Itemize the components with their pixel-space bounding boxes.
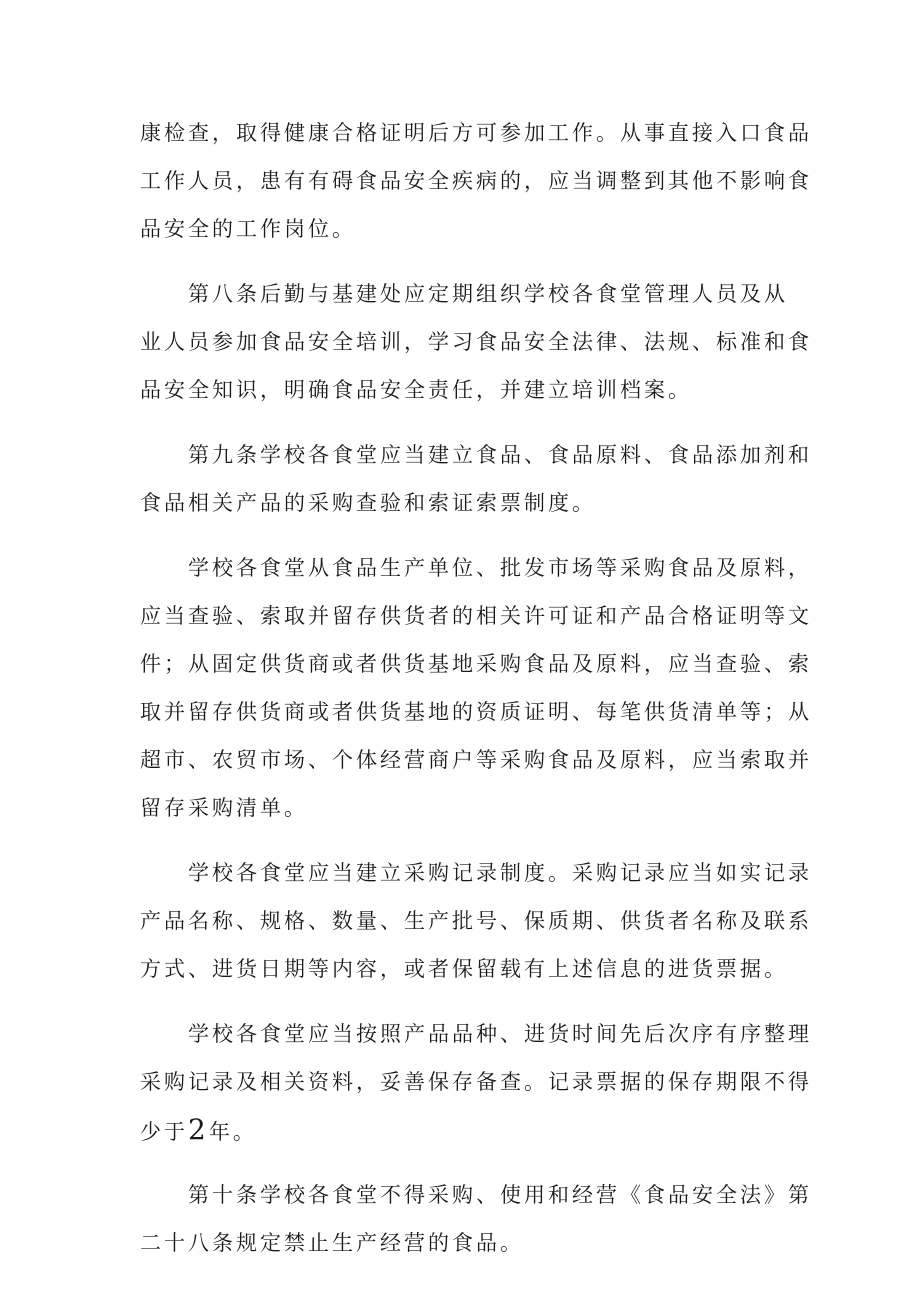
paragraph-purchase-inspection <box>140 544 812 832</box>
text-line: 留存采购清单。 <box>140 796 308 820</box>
retention-suffix: 年。 <box>208 1120 257 1144</box>
text-line: 超市、农贸市场、个体经营商户等采购食品及原料，应当索取并 <box>140 748 812 772</box>
text-line: 康检查，取得健康合格证明后方可参加工作。从事直接入口食品 <box>140 121 812 145</box>
text-line: 应当查验、索取并留存供货者的相关许可证和产品合格证明等文 <box>140 604 812 628</box>
text-line: 取并留存供货商或者供货基地的资质证明、每笔供货清单等；从 <box>140 700 812 724</box>
text-line: 业人员参加食品安全培训，学习食品安全法律、法规、标准和食 <box>140 330 812 354</box>
text-line: 方式、进货日期等内容，或者保留载有上述信息的进货票据。 <box>140 957 788 981</box>
retention-prefix: 少于 <box>140 1120 188 1144</box>
paragraph-purchase-records <box>140 849 812 993</box>
text-line: 食品相关产品的采购查验和索证索票制度。 <box>140 491 596 515</box>
text-line <box>140 1106 790 1154</box>
text-line: 品安全的工作岗位。 <box>140 217 356 241</box>
paragraph-article-8 <box>140 270 812 414</box>
paragraph-article-9 <box>140 431 812 527</box>
text-line: 二十八条规定禁止生产经营的食品。 <box>140 1231 524 1255</box>
text-line: 品安全知识，明确食品安全责任，并建立培训档案。 <box>140 378 692 402</box>
text-line: 学校各食堂应当按照产品品种、进货时间先后次序有序整理 <box>188 1022 812 1046</box>
retention-years: 2 <box>188 1113 209 1146</box>
paragraph-article-10 <box>140 1171 812 1267</box>
text-line: 采购记录及相关资料，妥善保存备查。记录票据的保存期限不得 <box>140 1070 812 1094</box>
document-body <box>140 109 812 1267</box>
text-line: 学校各食堂从食品生产单位、批发市场等采购食品及原料， <box>188 556 812 580</box>
text-line: 产品名称、规格、数量、生产批号、保质期、供货者名称及联系 <box>140 909 812 933</box>
text-line: 第八条后勤与基建处应定期组织学校各食堂管理人员及从 <box>188 282 788 306</box>
text-line: 工作人员，患有有碍食品安全疾病的，应当调整到其他不影响食 <box>140 169 812 193</box>
text-line: 第九条学校各食堂应当建立食品、食品原料、食品添加剂和 <box>188 443 812 467</box>
text-line: 第十条学校各食堂不得采购、使用和经营《食品安全法》第 <box>188 1183 812 1207</box>
text-line: 件；从固定供货商或者供货基地采购食品及原料，应当查验、索 <box>140 652 812 676</box>
paragraph-health-check <box>140 109 812 253</box>
paragraph-record-retention <box>140 1010 812 1154</box>
text-line: 学校各食堂应当建立采购记录制度。采购记录应当如实记录 <box>188 861 812 885</box>
